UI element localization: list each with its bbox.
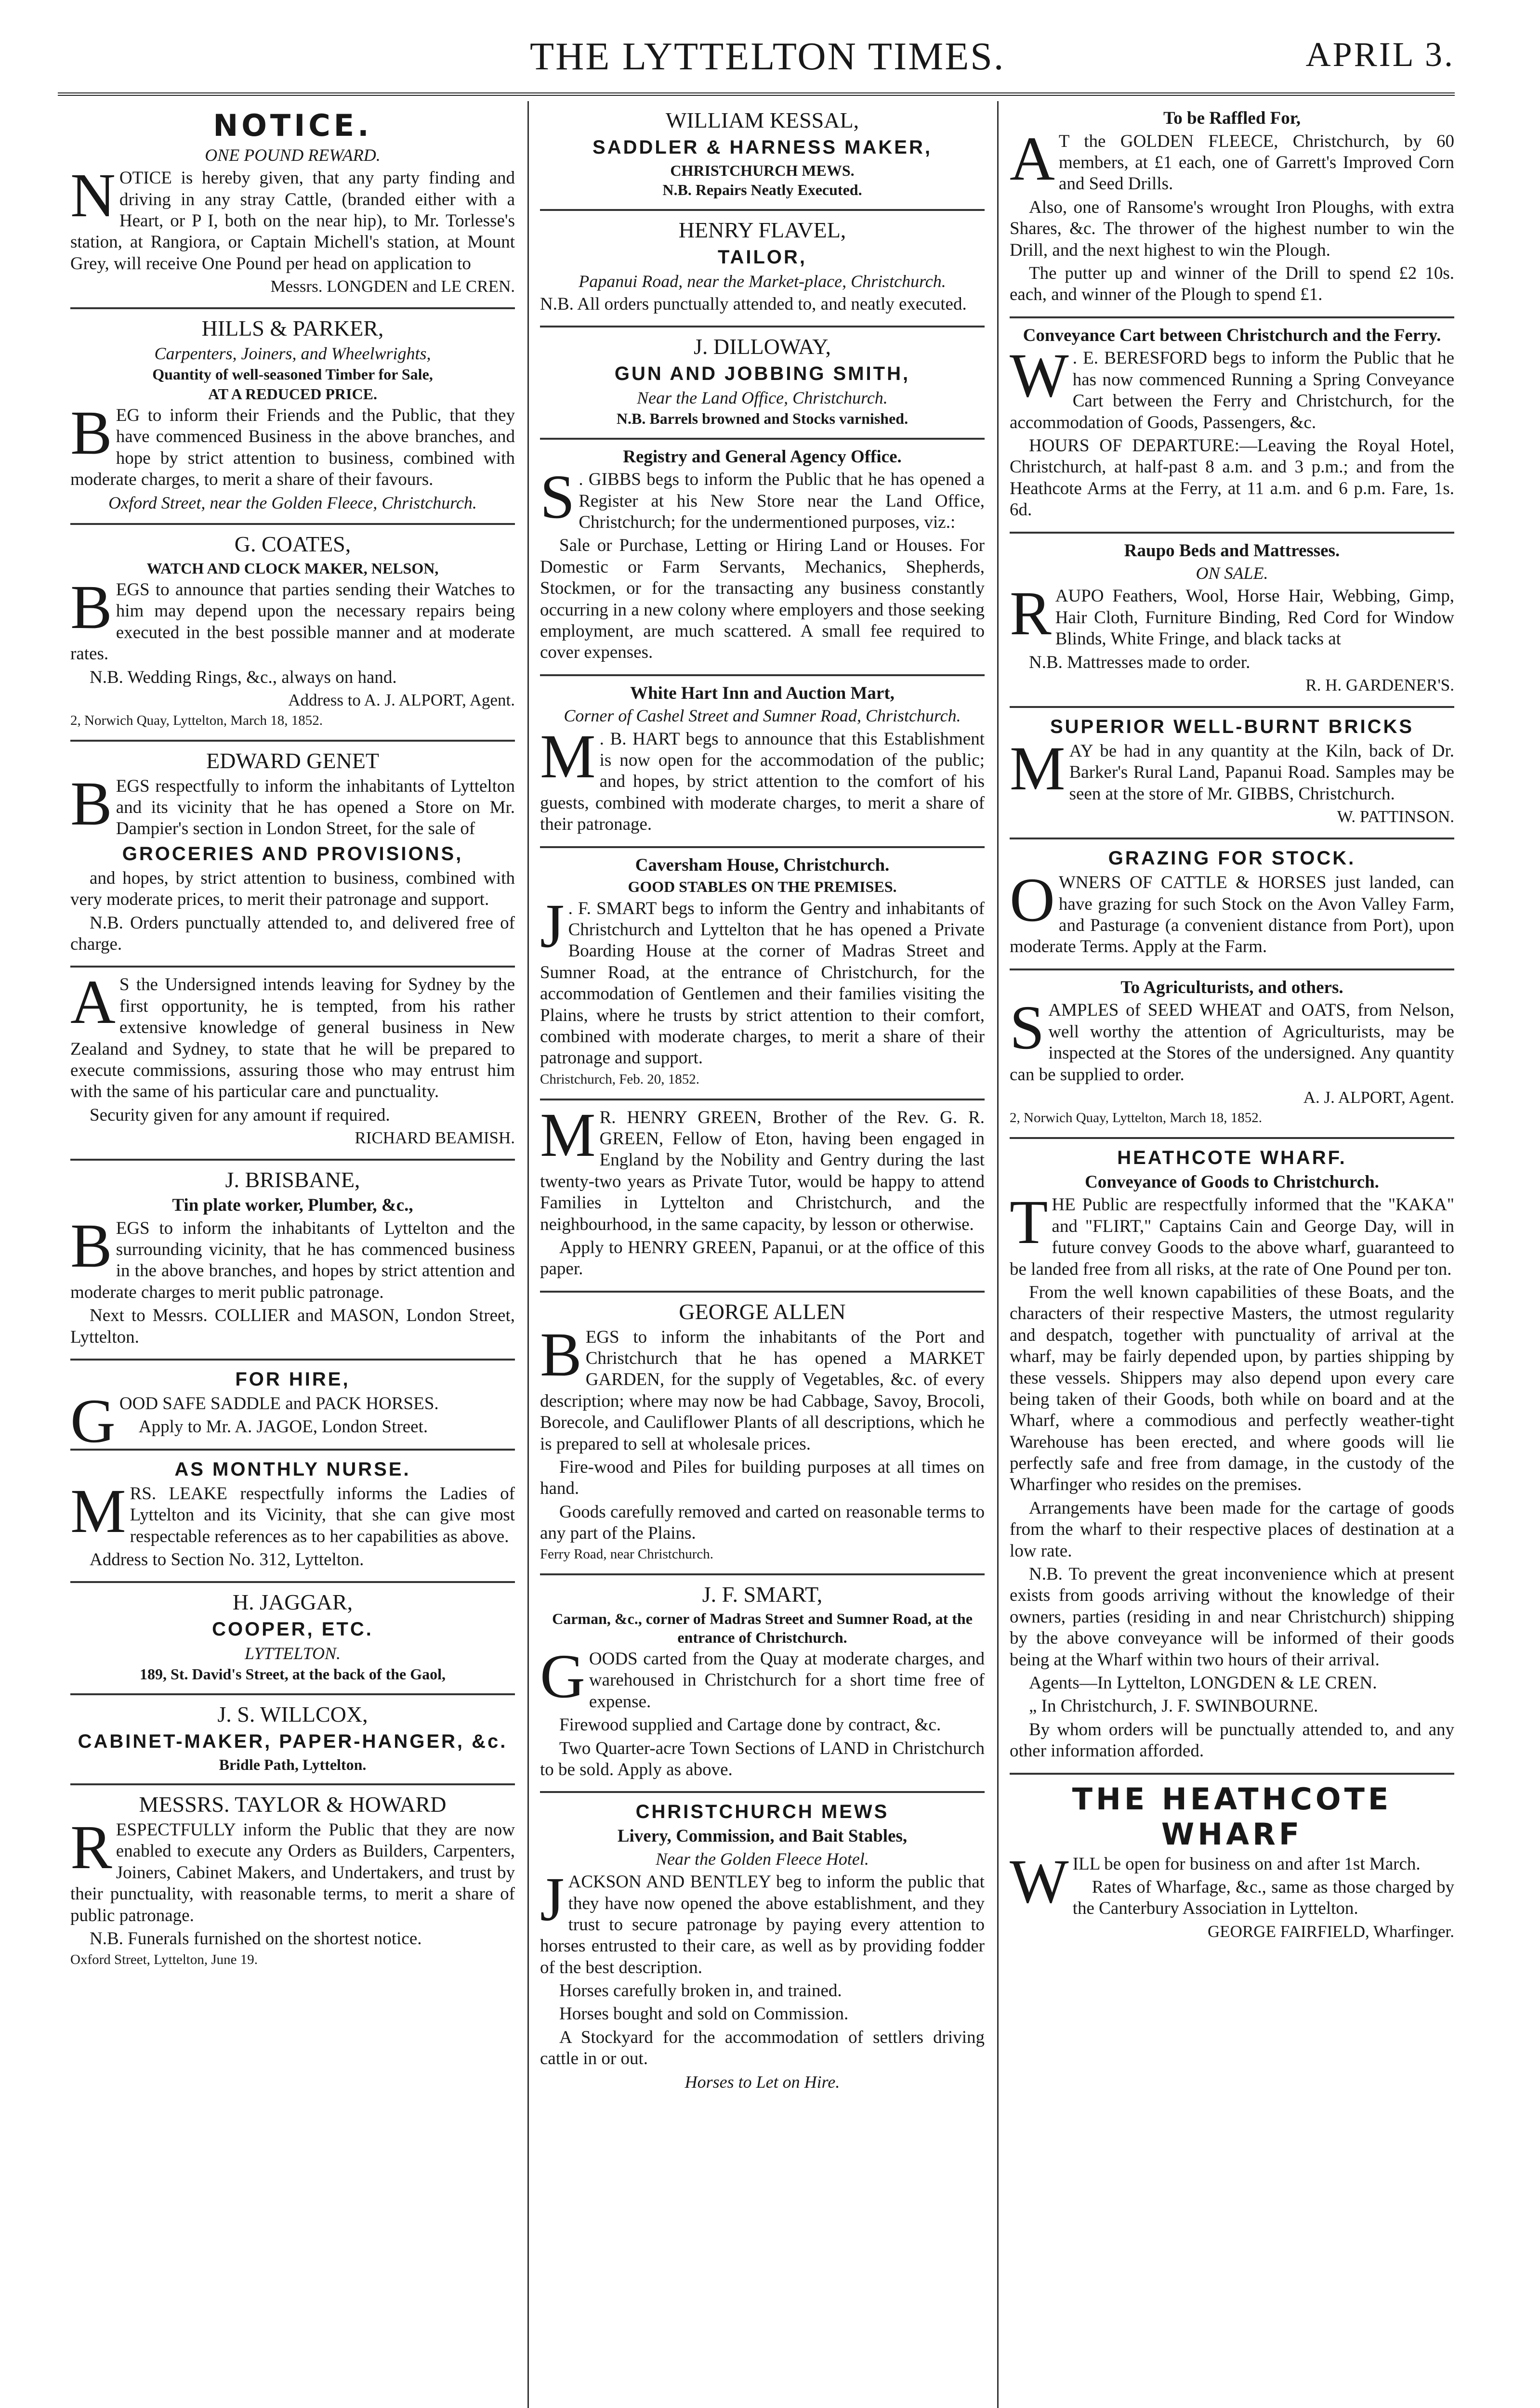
- drop-cap: N: [70, 161, 116, 231]
- ad-heading: Raupo Beds and Mattresses.: [1124, 540, 1340, 561]
- ad-heading: J. F. SMART,: [702, 1582, 823, 1607]
- ad-body: [540, 1100, 985, 1235]
- ad-small-line: 2, Norwich Quay, Lyttelton, March 18, 1852.: [70, 712, 323, 728]
- ad-bold-line: Carman, &c., corner of Madras Street and Sumner Road, at the entrance of Christchurch.: [552, 1610, 973, 1646]
- ad-italic-heading: ONE POUND REWARD.: [205, 145, 381, 165]
- ad-body: Two Quarter-acre Town Sections of LAND in Christchurch to be sold. Apply as above.: [540, 1738, 985, 1780]
- ad-subheading: FOR HIRE,: [235, 1369, 350, 1390]
- ad-body: [1010, 579, 1454, 650]
- ad-small-line: 2, Norwich Quay, Lyttelton, March 18, 1852.: [1010, 1110, 1263, 1125]
- column-3: [997, 101, 1467, 2408]
- ad-italic-line: Carpenters, Joiners, and Wheelwrights,: [154, 344, 431, 364]
- ad-heading: Livery, Commission, and Bait Stables,: [617, 1826, 908, 1846]
- drop-cap: M: [540, 1100, 596, 1170]
- ad-body: From the well known capabilities of these Boats, and the characters of their respective Masters, the utmost regularity and despatch, together with punctuality of arrival at the wharf, may be fairly depended upon, by parties shipping by these vessels. Shippers may also depend upon every care being taken of their Goods, both while on board and at the Wharf, where a commodious and perfectly weather-tight Warehouse has been erected, and where goods will lie perfectly safe and free from damage, in the custody of the Wharfinger who resides on the premises.: [1010, 1282, 1454, 1495]
- advertisement: [1010, 708, 1454, 839]
- ad-bold-line: CHRISTCHURCH MEWS.: [670, 161, 855, 179]
- advertisement: [540, 1793, 985, 2102]
- column-1: [58, 101, 527, 2408]
- ad-bold-line: WATCH AND CLOCK MAKER, NELSON,: [146, 559, 439, 577]
- ad-body-text: OOD SAFE SADDLE and PACK HORSES.: [119, 1394, 439, 1414]
- ad-subheading: GROCERIES AND PROVISIONS,: [122, 843, 463, 864]
- advertisement: [1010, 839, 1454, 970]
- ad-italic-line: Horses to Let on Hire.: [684, 2072, 840, 2092]
- ad-body: „ In Christchurch, J. F. SWINBOURNE.: [1029, 1696, 1318, 1716]
- ad-body-text: RS. LEAKE respectfully informs the Ladies of Lyttelton and its Vicinity, that she can give most respectable references as to her capabilities as above.: [130, 1483, 515, 1546]
- ad-body: N.B. Mattresses made to order.: [1029, 652, 1250, 672]
- drop-cap: W: [1010, 341, 1069, 411]
- ad-signature: W. PATTINSON.: [1337, 807, 1454, 826]
- column-2: [527, 101, 997, 2408]
- advertisement: [540, 676, 985, 848]
- ad-body: Apply to Mr. A. JAGOE, London Street.: [138, 1417, 428, 1437]
- ad-body: Sale or Purchase, Letting or Hiring Land or Houses. For Domestic or Farm Servants, Mechanics, Shepherds, Stockmen, or for the transacting any business constantly occurring in a new colony where employers and those seeking employment, are much scattered. A small fee required to cover expenses.: [540, 536, 985, 663]
- ad-heading: EDWARD GENET: [206, 748, 379, 773]
- drop-cap: A: [70, 968, 116, 1037]
- ad-body-text: EGS respectfully to inform the inhabitants of Lyttelton and its vicinity that he has opened a Store on Mr. Dampier's section in London Street, for the sale of: [116, 776, 515, 839]
- advertisement: [1010, 970, 1454, 1139]
- advertisement: [1010, 1775, 1454, 1952]
- advertisement: [70, 1785, 515, 1979]
- ad-body: Horses bought and sold on Commission.: [559, 2004, 849, 2024]
- advertisement: [540, 848, 985, 1100]
- ad-signature: Address to A. J. ALPORT, Agent.: [288, 690, 515, 709]
- ad-body: [540, 462, 985, 533]
- ad-bold-line: N.B. Barrels browned and Stocks varnished.: [616, 410, 908, 428]
- ad-body-text: ESPECTFULLY inform the Public that they are now enabled to execute any Orders as Builders, Carpenters, Joiners, Cabinet Makers, and Undertakers, and trust by their punctuality, with reasonable terms, to merit a share of public patronage.: [70, 1820, 515, 1925]
- ad-body: [1010, 1188, 1454, 1280]
- ad-heading: J. BRISBANE,: [225, 1167, 360, 1192]
- ad-heading: To be Raffled For,: [1163, 108, 1301, 128]
- ad-body: [1010, 341, 1454, 433]
- advertisement: [70, 525, 515, 742]
- ad-bold-line: AT A REDUCED PRICE.: [208, 385, 377, 403]
- ad-body: By whom orders will be punctually attended to, and any other information afforded.: [1010, 1719, 1454, 1761]
- ad-subheading: COOPER, ETC.: [212, 1619, 373, 1640]
- ad-body: [540, 1641, 985, 1713]
- ad-body: [540, 1865, 985, 1978]
- advertisement: [70, 742, 515, 968]
- ad-body-text: ACKSON AND BENTLEY beg to inform the public that they have now opened the above establishment, and they trust to secure patronage by paying every attention to horses entrusted to their care, as well as by providing fodder of the best description.: [540, 1872, 985, 1977]
- advertisement: [1010, 1139, 1454, 1775]
- ad-subheading: TAILOR,: [717, 246, 807, 268]
- newspaper-title: THE LYTTELTON TIMES.: [530, 34, 1005, 78]
- drop-cap: R: [70, 1813, 112, 1883]
- ad-small-line: Christchurch, Feb. 20, 1852.: [540, 1071, 700, 1087]
- ad-heading: H. JAGGAR,: [232, 1590, 353, 1615]
- ad-heading: Tin plate worker, Plumber, &c.,: [172, 1195, 413, 1216]
- drop-cap: B: [70, 1211, 112, 1281]
- drop-cap: M: [540, 721, 596, 791]
- ad-body: Fire-wood and Piles for building purposes at all times on hand.: [540, 1457, 985, 1499]
- ad-body: N.B. Orders punctually attended to, and delivered free of charge.: [70, 913, 515, 955]
- ad-subheading: GRAZING FOR STOCK.: [1108, 848, 1356, 869]
- ad-body: HOURS OF DEPARTURE:—Leaving the Royal Hotel, Christchurch, at half-past 8 a.m. and 3 p.m.; and from the Heathcote Arms at the Ferry, at 11 a.m. and 6 p.m. Fare, 1s. 6d.: [1010, 436, 1454, 520]
- advertisement: [540, 1100, 985, 1293]
- drop-cap: J: [540, 1865, 565, 1935]
- ad-subheading: HEATHCOTE WHARF.: [1117, 1147, 1347, 1168]
- ad-body: Security given for any amount if required.: [90, 1105, 390, 1125]
- ad-body-text: EGS to inform the inhabitants of Lyttelton and the surrounding vicinity, that he has commenced business in the above branches, and hopes by strict attention and moderate charges to merit public patronage.: [70, 1218, 515, 1302]
- ad-body: [70, 968, 515, 1102]
- ad-body: [70, 398, 515, 491]
- ad-body: [1010, 865, 1454, 958]
- ad-subheading: CHRISTCHURCH MEWS: [635, 1801, 889, 1823]
- issue-date: APRIL 3.: [1305, 35, 1455, 74]
- advertisement: [540, 1575, 985, 1793]
- ad-heading: HILLS & PARKER,: [201, 316, 384, 341]
- ad-body-text: EG to inform their Friends and the Public, that they have commenced Business in the above branches, and hope by strict attention to business, combined with moderate charges, to merit a share of their favours.: [70, 406, 515, 490]
- ad-body-text: AMPLES of SEED WHEAT and OATS, from Nelson, well worthy the attention of Agriculturists, may be inspected at the Stores of the undersigned. Any quantity can be supplied to order.: [1010, 1000, 1454, 1085]
- advertisement: [70, 101, 515, 309]
- drop-cap: S: [540, 462, 575, 532]
- drop-cap: T: [1010, 1188, 1048, 1257]
- ad-italic-line: Corner of Cashel Street and Sumner Road, Christchurch.: [564, 706, 961, 726]
- ad-small-line: Ferry Road, near Christchurch.: [540, 1546, 713, 1562]
- ad-body: [1010, 993, 1454, 1086]
- ad-body: [1010, 124, 1454, 195]
- advertisement: [70, 1451, 515, 1584]
- ad-body: [540, 294, 985, 315]
- ad-subheading: SUPERIOR WELL-BURNT BRICKS: [1050, 716, 1414, 737]
- ad-signature: R. H. GARDENER'S.: [1305, 675, 1454, 694]
- ad-heading: White Hart Inn and Auction Mart,: [630, 683, 895, 703]
- ad-body: Horses carefully broken in, and trained.: [559, 1981, 842, 2001]
- ad-small-line: Oxford Street, Lyttelton, June 19.: [70, 1952, 258, 1968]
- ad-italic-line: Near the Land Office, Christchurch.: [637, 388, 888, 408]
- ad-body-text: OODS carted from the Quay at moderate charges, and warehoused in Christchurch for a short time free of expense.: [589, 1649, 985, 1712]
- advertisement: [540, 1293, 985, 1576]
- ad-body-text: AY be had in any quantity at the Kiln, back of Dr. Barker's Rural Land, Papanui Road. Samples may be seen at the store of Mr. GIBBS, Christchurch.: [1069, 741, 1454, 804]
- ad-body-text: OTICE is hereby given, that any party finding and driving in any stray Cattle, (branded either with a Heart, or P I, both on the near hip), to Mr. Torlesse's station, at Rangiora, or Captain Michell's station, at Mount Grey, will receive One Pound per head on application to: [70, 168, 515, 274]
- ad-bold-line: GOOD STABLES ON THE PREMISES.: [628, 878, 897, 896]
- ad-subheading: GUN AND JOBBING SMITH,: [614, 363, 910, 385]
- ad-italic-line: Oxford Street, near the Golden Fleece, Christchurch.: [108, 493, 477, 512]
- advertisement: [1010, 101, 1454, 318]
- ad-body-text: . B. HART begs to announce that this Establishment is now open for the accommodation of the public; and hopes, by strict attention to the comfort of his guests, combined with moderate charges, to merit a share of their patronage.: [540, 729, 985, 835]
- ad-heading: Caversham House, Christchurch.: [635, 855, 890, 875]
- ad-heading: To Agriculturists, and others.: [1120, 977, 1343, 997]
- ad-subheading: CABINET-MAKER, PAPER-HANGER, &c.: [78, 1730, 508, 1752]
- drop-cap: A: [1010, 124, 1055, 194]
- advertisement: [70, 1161, 515, 1361]
- ad-body: Arrangements have been made for the cartage of goods from the wharf to their respective places of destination at a low rate.: [1010, 1498, 1454, 1561]
- ad-body-text: ILL be open for business on and after 1st March.: [1072, 1854, 1421, 1874]
- ad-body: Agents—In Lyttelton, LONGDEN & LE CREN.: [1029, 1673, 1377, 1693]
- drop-cap: B: [70, 398, 112, 468]
- ad-heading: GEORGE ALLEN: [679, 1299, 846, 1324]
- ad-body: and hopes, by strict attention to business, combined with very moderate prices, to merit their patronage and support.: [70, 868, 515, 910]
- ad-body: Goods carefully removed and carted on reasonable terms to any part of the Plains.: [540, 1502, 985, 1544]
- ad-heading: WILLIAM KESSAL,: [665, 108, 859, 132]
- ad-signature: GEORGE FAIRFIELD, Wharfinger.: [1208, 1922, 1454, 1941]
- ad-body-text: WNERS OF CATTLE & HORSES just landed, can have grazing for such Stock on the Avon Valley Farm, and Pasturage (a convenient distance from Port), upon moderate Terms. Apply at the Farm.: [1010, 873, 1454, 957]
- ad-body: Next to Messrs. COLLIER and MASON, London Street, Lyttelton.: [70, 1306, 515, 1347]
- ad-body-text: . GIBBS begs to inform the Public that he has opened a Register at his New Store near the Land Office, Christchurch; for the undermentioned purposes, viz.:: [579, 470, 985, 533]
- ad-body: N.B. Funerals furnished on the shortest notice.: [90, 1928, 422, 1949]
- ad-heading: THE HEATHCOTE WHARF: [1072, 1781, 1392, 1852]
- drop-cap: B: [70, 769, 112, 838]
- ad-body: Rates of Wharfage, &c., same as those charged by the Canterbury Association in Lyttelton.: [1072, 1877, 1454, 1919]
- ad-body: Firewood supplied and Cartage done by contract, &c.: [559, 1715, 941, 1735]
- ad-body: A Stockyard for the accommodation of settlers driving cattle in or out.: [540, 2027, 985, 2069]
- ad-body-text: . E. BERESFORD begs to inform the Public that he has now commenced Running a Spring Conveyance Cart between the Ferry and Christchurch, for the accommodation of Goods, Passengers, &c.: [1010, 348, 1454, 432]
- advertisement: [1010, 318, 1454, 534]
- ad-body: Apply to HENRY GREEN, Papanui, or at the office of this paper.: [540, 1237, 985, 1279]
- masthead: [58, 34, 1455, 87]
- ad-body: [540, 891, 985, 1069]
- ad-body: Also, one of Ransome's wrought Iron Ploughs, with extra Shares, &c. The thrower of the highest number to win the Drill, and the next highest to win the Plough.: [1010, 197, 1454, 260]
- ad-body-text: R. HENRY GREEN, Brother of the Rev. G. R. GREEN, Fellow of Eton, having been engaged in England by the Nobility and Gentry during the last twenty-two years as Private Tutor, would be happy to attend Families in Lyttelton and Christchurch, and the neighbourhood, in the same capacity, by lesson or otherwise.: [540, 1107, 985, 1234]
- ad-bold-line: 189, St. David's Street, at the back of the Gaol,: [140, 1665, 446, 1683]
- ad-body-text: EGS to announce that parties sending their Watches to him may depend upon the necessary repairs being executed in the best possible manner and at moderate rates.: [70, 580, 515, 664]
- advertisement: [540, 211, 985, 327]
- ad-signature: Messrs. LONGDEN and LE CREN.: [270, 277, 515, 296]
- drop-cap: M: [70, 1476, 126, 1546]
- ad-bold-line: Bridle Path, Lyttelton.: [219, 1755, 367, 1773]
- masthead-rule: [58, 92, 1455, 96]
- ad-body-text: S the Undersigned intends leaving for Sydney by the first opportunity, he is tempted, from his rather extensive knowledge of general business in New Zealand and Sydney, to state that he will be prepared to execute commissions, assuring those who may entrust him with the same of his particular care and punctuality.: [70, 975, 515, 1102]
- drop-cap: B: [70, 573, 112, 642]
- advertisement: [540, 327, 985, 439]
- ad-body: [540, 721, 985, 836]
- ad-italic-line: Near the Golden Fleece Hotel.: [656, 1849, 869, 1869]
- ad-subheading: AS MONTHLY NURSE.: [174, 1458, 411, 1480]
- drop-cap: S: [1010, 993, 1045, 1063]
- advertisement: [70, 1361, 515, 1456]
- ad-bold-line: N.B. Repairs Neatly Executed.: [662, 181, 862, 199]
- drop-cap: R: [1010, 579, 1052, 649]
- ad-body-text: T the GOLDEN FLEECE, Christchurch, by 60 members, at £1 each, one of Garrett's Improved Corn and Seed Drills.: [1058, 131, 1454, 194]
- drop-cap: G: [70, 1387, 116, 1456]
- ad-subheading: SADDLER & HARNESS MAKER,: [592, 136, 932, 158]
- ad-body: [70, 573, 515, 665]
- ad-body-text: HE Public are respectfully informed that the "KAKA" and "FLIRT," Captains Cain and George Day, will in future convey Goods to the above wharf, guaranteed to be landed free from all risks, at the rate of One Pound per ton.: [1010, 1195, 1454, 1279]
- ad-body: N.B. To prevent the great inconvenience which at present exists from goods arriving without the knowledge of their owners, parties (residing in and near Christchurch) shipping by the above conveyance will be informed of their goods being at the Wharf within two hours of their arrival.: [1010, 1564, 1454, 1670]
- ad-body-text: EGS to inform the inhabitants of the Port and Christchurch that he has opened a MARKET GARDEN, for the supply of Vegetables, &c. of every description; where may now be had Cabbage, Savoy, Brocoli, Borecole, and Cauliflower Plants of all descriptions, which he is prepared to sell at wholesale prices.: [540, 1327, 985, 1454]
- drop-cap: B: [540, 1320, 582, 1389]
- ad-heading: NOTICE.: [213, 108, 372, 143]
- ad-body: [1010, 733, 1454, 805]
- ad-heading: Conveyance Cart between Christchurch and the Ferry.: [1023, 325, 1441, 345]
- ad-signature: A. J. ALPORT, Agent.: [1303, 1087, 1454, 1107]
- ad-body: Address to Section No. 312, Lyttelton.: [90, 1549, 364, 1570]
- drop-cap: G: [540, 1641, 585, 1711]
- ad-heading: J. S. WILLCOX,: [217, 1701, 368, 1727]
- ad-italic-line: ON SALE.: [1196, 563, 1268, 583]
- ad-body: The putter up and winner of the Drill to spend £2 10s. each, and winner of the Plough to spend £1.: [1010, 263, 1454, 305]
- ad-body: [70, 1211, 515, 1304]
- ad-body: [70, 1813, 515, 1926]
- ad-body: [540, 1320, 985, 1455]
- advertisement: [70, 309, 515, 525]
- ad-body: N.B. Wedding Rings, &c., always on hand.: [90, 667, 397, 687]
- ad-body: [70, 1476, 515, 1547]
- ad-heading: G. COATES,: [234, 531, 351, 556]
- ad-body: [70, 161, 515, 275]
- advertisement: [1010, 534, 1454, 708]
- ad-body-text: . F. SMART begs to inform the Gentry and inhabitants of Christchurch and Lyttelton that he has opened a Private Boarding House at the corner of Madras Street and Sumner Road, at the entrance of Christchurch, for the accommodation of Gentlemen and their families visiting the Plains, where he trusts by strict attention to their comfort, combined with moderate charges, to merit a share of their patronage and support.: [540, 898, 985, 1068]
- advertisement: [70, 1695, 515, 1785]
- drop-cap: J: [540, 891, 565, 961]
- ad-body-text: N.B. All orders punctually attended to, and neatly executed.: [540, 294, 967, 314]
- ad-heading: J. DILLOWAY,: [694, 334, 831, 359]
- ad-heading: Registry and General Agency Office.: [623, 446, 902, 467]
- drop-cap: W: [1010, 1846, 1069, 1916]
- ad-heading: HENRY FLAVEL,: [678, 217, 846, 242]
- ad-heading: Conveyance of Goods to Christchurch.: [1085, 1172, 1379, 1192]
- ad-signature: RICHARD BEAMISH.: [355, 1128, 515, 1148]
- ad-body-text: AUPO Feathers, Wool, Horse Hair, Webbing, Gimp, Hair Cloth, Furniture Binding, Red Cord for Window Blinds, White Fringe, and black tacks at: [1055, 586, 1454, 649]
- advertisement: [540, 101, 985, 211]
- ad-body: [70, 769, 515, 840]
- ad-italic-line: Papanui Road, near the Market-place, Christchurch.: [579, 271, 946, 291]
- advertisement: [540, 440, 985, 676]
- ad-italic-line: LYTTELTON.: [244, 1644, 341, 1663]
- drop-cap: M: [1010, 733, 1066, 803]
- ad-heading: MESSRS. TAYLOR & HOWARD: [139, 1792, 447, 1817]
- drop-cap: O: [1010, 865, 1055, 935]
- advertisement: [70, 1583, 515, 1695]
- ad-bold-line: Quantity of well-seasoned Timber for Sale,: [152, 366, 433, 383]
- advertisement: [70, 968, 515, 1161]
